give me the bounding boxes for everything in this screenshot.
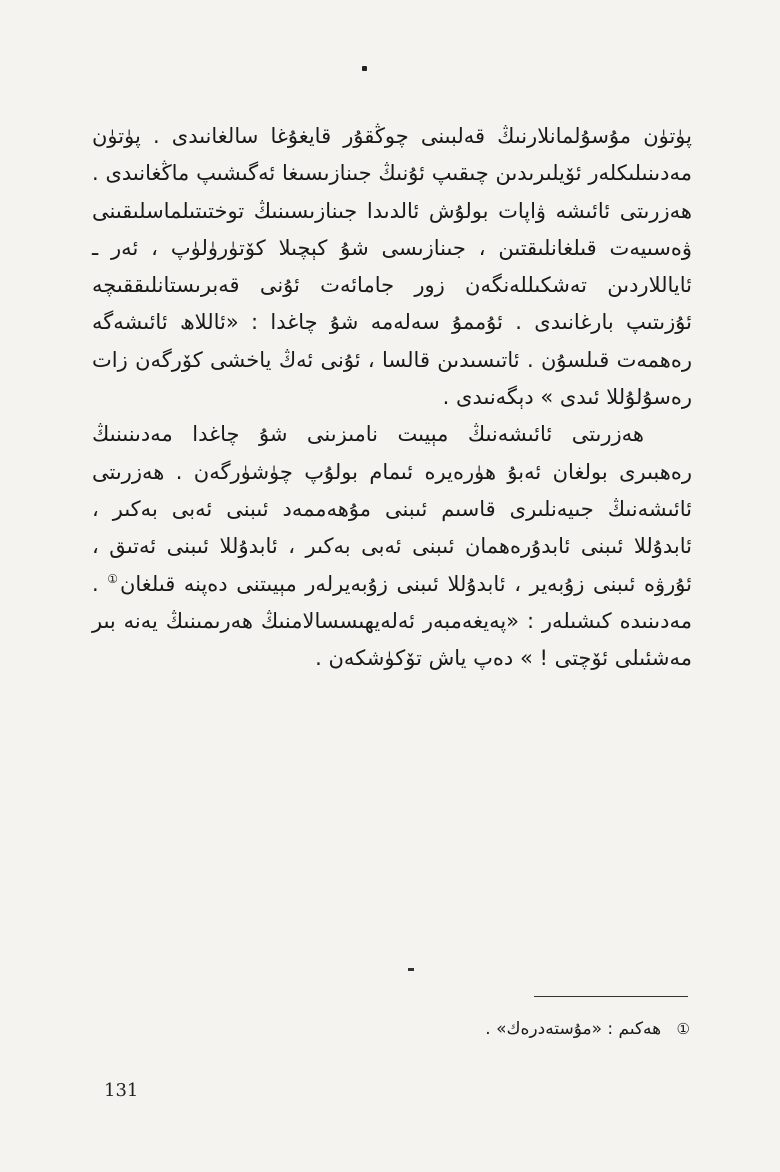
footnote-divider [534,996,688,997]
paragraph-2-tail: . مەدىنىدە كىشىلەر : «پەيغەمبەر ئەلەيھىسسالامنىڭ ھەرىمىنىڭ يەنە بىر مەشئىلى ئۆچتى ! » دەپ ياش تۆكۈشكەن . [92,571,692,671]
paragraph-2-text: ھەزرىتى ئائىشەنىڭ مېيىت نامىزىنى شۇ چاغدا مەدىنىنىڭ رەھبىرى بولغان ئەبۇ ھۈرەيرە ئىمام بولۇپ چۈشۈرگەن . ھەزرىتى ئائىشەنىڭ جىيەنلىرى قاسىم ئىبنى مۇھەممەد ئىبنى ئەبى بەكىر ، ئابدۇللا ئىبنى ئابدۇرەھمان ئىبنى ئەبى بەكىر ، ئابدۇللا ئىبنى ئەتىق ، ئۇرۋە ئىبنى زۇبەير ، ئابدۇللا ئىبنى زۇبەيرلەر مېيىتنى دەپنە قىلغان [92,422,692,596]
top-ornament-dot [362,66,367,71]
paragraph-2 [92,416,692,677]
footnote-text: ھەكىم : «مۇستەدرەك» . [485,1019,662,1039]
stray-mark [408,968,414,971]
body-text [92,118,692,677]
footnote-reference[interactable]: ① [105,571,120,586]
paragraph-1: پۈتۈن مۇسۇلمانلارنىڭ قەلبىنى چوڭقۇر قايغۇغا سالغانىدى . پۈتۈن مەدىنىلىكلەر ئۆيلىرىدىن چىقىپ ئۇنىڭ جىنازىسىغا ئەگىشىپ ماڭغانىدى . ھەزرىتى ئائىشە ۋاپات بولۇش ئالدىدا جىنازىسىنىڭ توختىتىلماسلىقىنى ۋەسىيەت قىلغانلىقتىن ، جىنازىسى شۇ كېچىلا كۆتۈرۈلۈپ ، ئەر ـ ئاياللاردىن تەشكىللەنگەن زور جامائەت ئۇنى قەبرىستانلىققىچە ئۇزىتىپ بارغانىدى . ئۇممۇ سەلەمە شۇ چاغدا : «ئاللاھ ئائىشەگە رەھمەت قىلسۇن . ئاتىسىدىن قالسا ، ئۇنى ئەڭ ياخشى كۆرگەن زات رەسۇلۇللا ئىدى » دېگەنىدى . [92,124,692,410]
footnote [390,1016,690,1042]
footnote-marker: ① [676,1020,690,1038]
page-number: 131 [104,1080,139,1101]
